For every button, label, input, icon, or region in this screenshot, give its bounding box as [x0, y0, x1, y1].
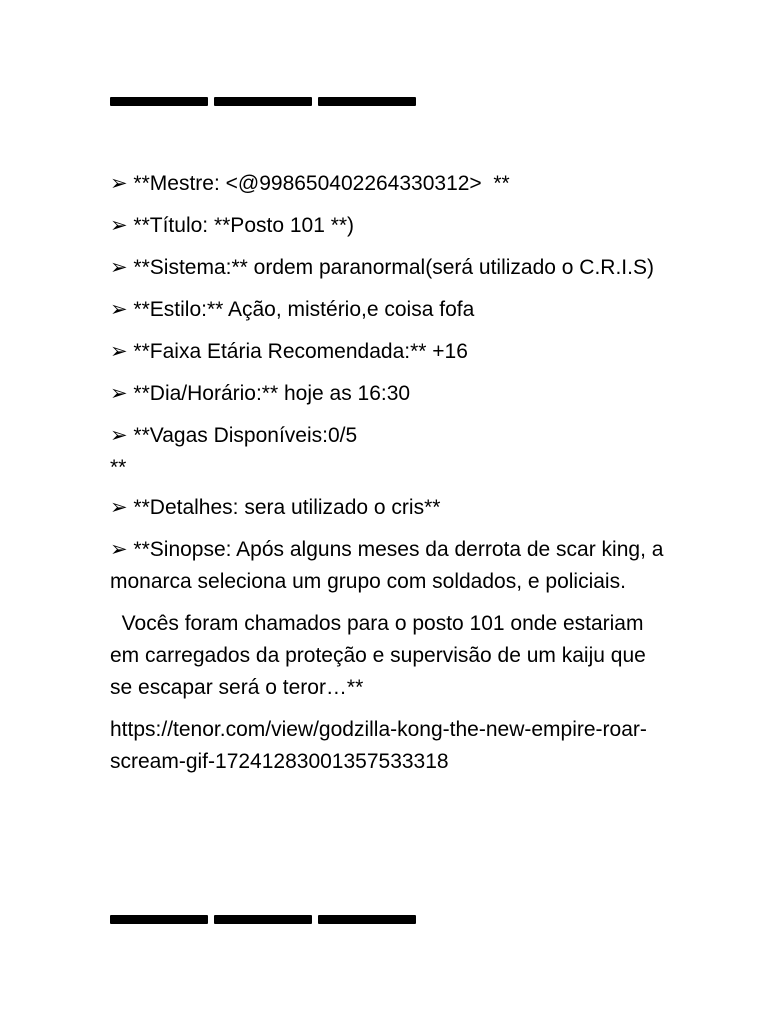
sinopse-line: ➢ **Sinopse: Após alguns meses da derrota de scar king, a monarca seleciona um grupo com soldados, e policiais.: [110, 538, 670, 593]
divider-segment: [110, 97, 208, 106]
vagas-line: ➢ **Vagas Disponíveis:0/5: [110, 424, 358, 447]
divider-segment: [214, 915, 312, 924]
titulo-line: ➢ **Título: **Posto 101 **): [110, 214, 355, 237]
divider-segment: [214, 97, 312, 106]
estilo-line: ➢ **Estilo:** Ação, mistério,e coisa fofa: [110, 298, 475, 321]
detalhes-line: ➢ **Detalhes: sera utilizado o cris**: [110, 496, 441, 519]
faixa-etaria-line: ➢ **Faixa Etária Recomendada:** +16: [110, 340, 468, 363]
top-divider: [110, 97, 416, 106]
vagas-close-line: **: [110, 456, 127, 479]
sinopse-continuation: Vocês foram chamados para o posto 101 onde estariam em carregados da proteção e supervisão de um kaiju que se escapar será o teror…**: [110, 612, 652, 699]
mestre-line: ➢ **Mestre: <@998650402264330312> **: [110, 172, 510, 195]
divider-segment: [110, 915, 208, 924]
dia-horario-line: ➢ **Dia/Horário:** hoje as 16:30: [110, 382, 411, 405]
gif-link[interactable]: https://tenor.com/view/godzilla-kong-the-new-empire-roar-scream-gif-17241283001357533318: [110, 718, 647, 773]
sistema-line: ➢ **Sistema:** ordem paranormal(será utilizado o C.R.I.S): [110, 256, 654, 279]
divider-segment: [318, 915, 416, 924]
divider-segment: [318, 97, 416, 106]
bottom-divider: [110, 915, 416, 924]
document-body: [110, 168, 670, 788]
